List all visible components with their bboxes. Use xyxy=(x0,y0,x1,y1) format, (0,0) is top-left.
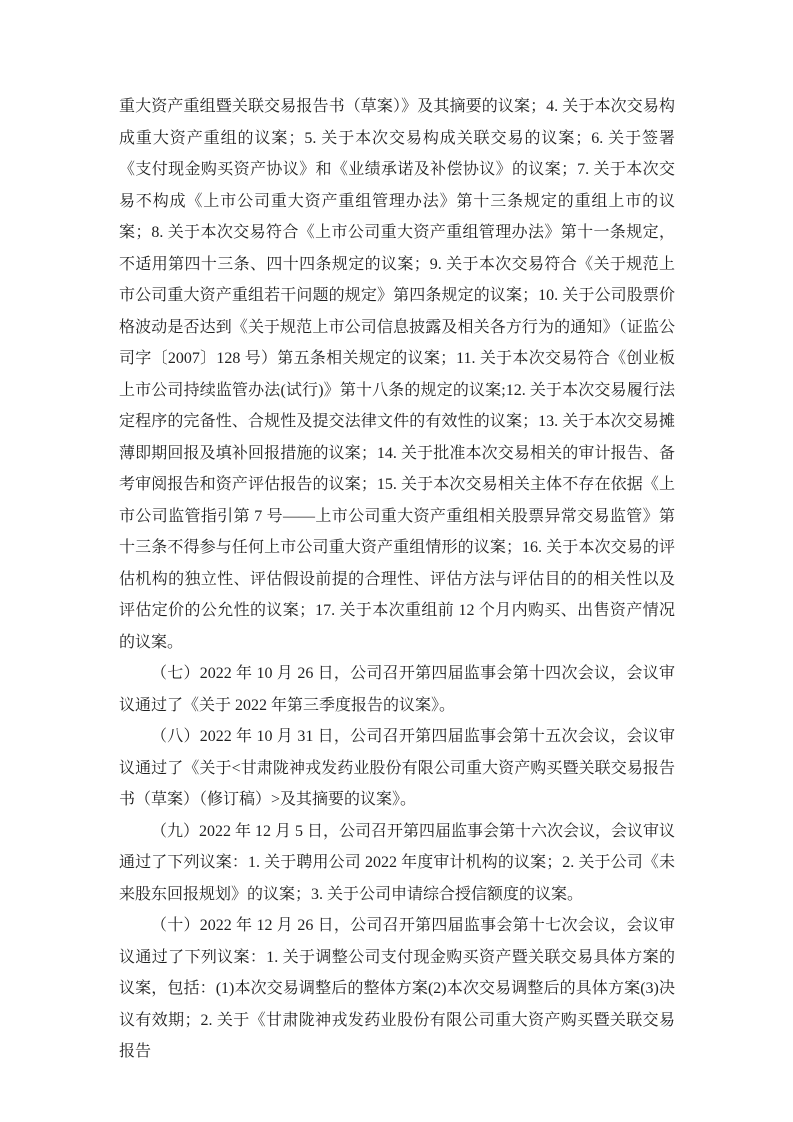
paragraph-meeting-seven: （七）2022 年 10 月 26 日，公司召开第四届监事会第十四次会议，会议审议通过了《关于 2022 年第三季度报告的议案》。 xyxy=(119,665,675,714)
paragraph-resolutions-continued: 重大资产重组暨关联交易报告书（草案）》及其摘要的议案；4. 关于本次交易构成重大资产重组的议案；5. 关于本次交易构成关联交易的议案；6. 关于签署《支付现金购买资产协议》和《业绩承诺及补偿协议》的议案；7. 关于本次交易不构成《上市公司重大资产重组管理办法》第十三条规定的重组上市的议案；8. 关于本次交易符合《上市公司重大资产重组管理办法》第十一条规定，不适用第四十三条、四十四条规定的议案；9. 关于本次交易符合《关于规范上市公司重大资产重组若干问题的规定》第四条规定的议案；10. 关于公司股票价格波动是否达到《关于规范上市公司信息披露及相关各方行为的通知》（证监公司字〔2007〕128 号）第五条相关规定的议案；11. 关于本次交易符合《创业板上市公司持续监管办法(试行)》第十八条的规定的议案;12. 关于本次交易履行法定程序的完备性、合规性及提交法律文件的有效性的议案；13. 关于本次交易摊薄即期回报及填补回报措施的议案；14. 关于批准本次交易相关的审计报告、备考审阅报告和资产评估报告的议案；15. 关于本次交易相关主体不存在依据《上市公司监管指引第 7 号——上市公司重大资产重组相关股票异常交易监管》第十三条不得参与任何上市公司重大资产重组情形的议案；16. 关于本次交易的评估机构的独立性、评估假设前提的合理性、评估方法与评估目的的相关性以及评估定价的公允性的议案；17. 关于本次重组前 12 个月内购买、出售资产情况的议案。 xyxy=(119,98,675,651)
paragraph-meeting-nine: （九）2022 年 12 月 5 日，公司召开第四届监事会第十六次会议，会议审议通过了下列议案：1. 关于聘用公司 2022 年度审计机构的议案；2. 关于公司《未来股东回报规划》的议案；3. 关于公司申请综合授信额度的议案。 xyxy=(119,822,676,903)
paragraph-meeting-ten: （十）2022 年 12 月 26 日，公司召开第四届监事会第十七次会议，会议审议通过了下列议案：1. 关于调整公司支付现金购买资产暨关联交易具体方案的议案，包括：(1)本次交易调整后的整体方案(2)本次交易调整后的具体方案(3)决议有效期；2. 关于《甘肃陇神戎发药业股份有限公司重大资产购买暨关联交易报告 xyxy=(119,917,675,1060)
paragraph-meeting-eight: （八）2022 年 10 月 31 日，公司召开第四届监事会第十五次会议，会议审议通过了《关于<甘肃陇神戎发药业股份有限公司重大资产购买暨关联交易报告书（草案）（修订稿）>及其摘要的议案》。 xyxy=(119,728,675,808)
document-body xyxy=(119,91,675,1068)
